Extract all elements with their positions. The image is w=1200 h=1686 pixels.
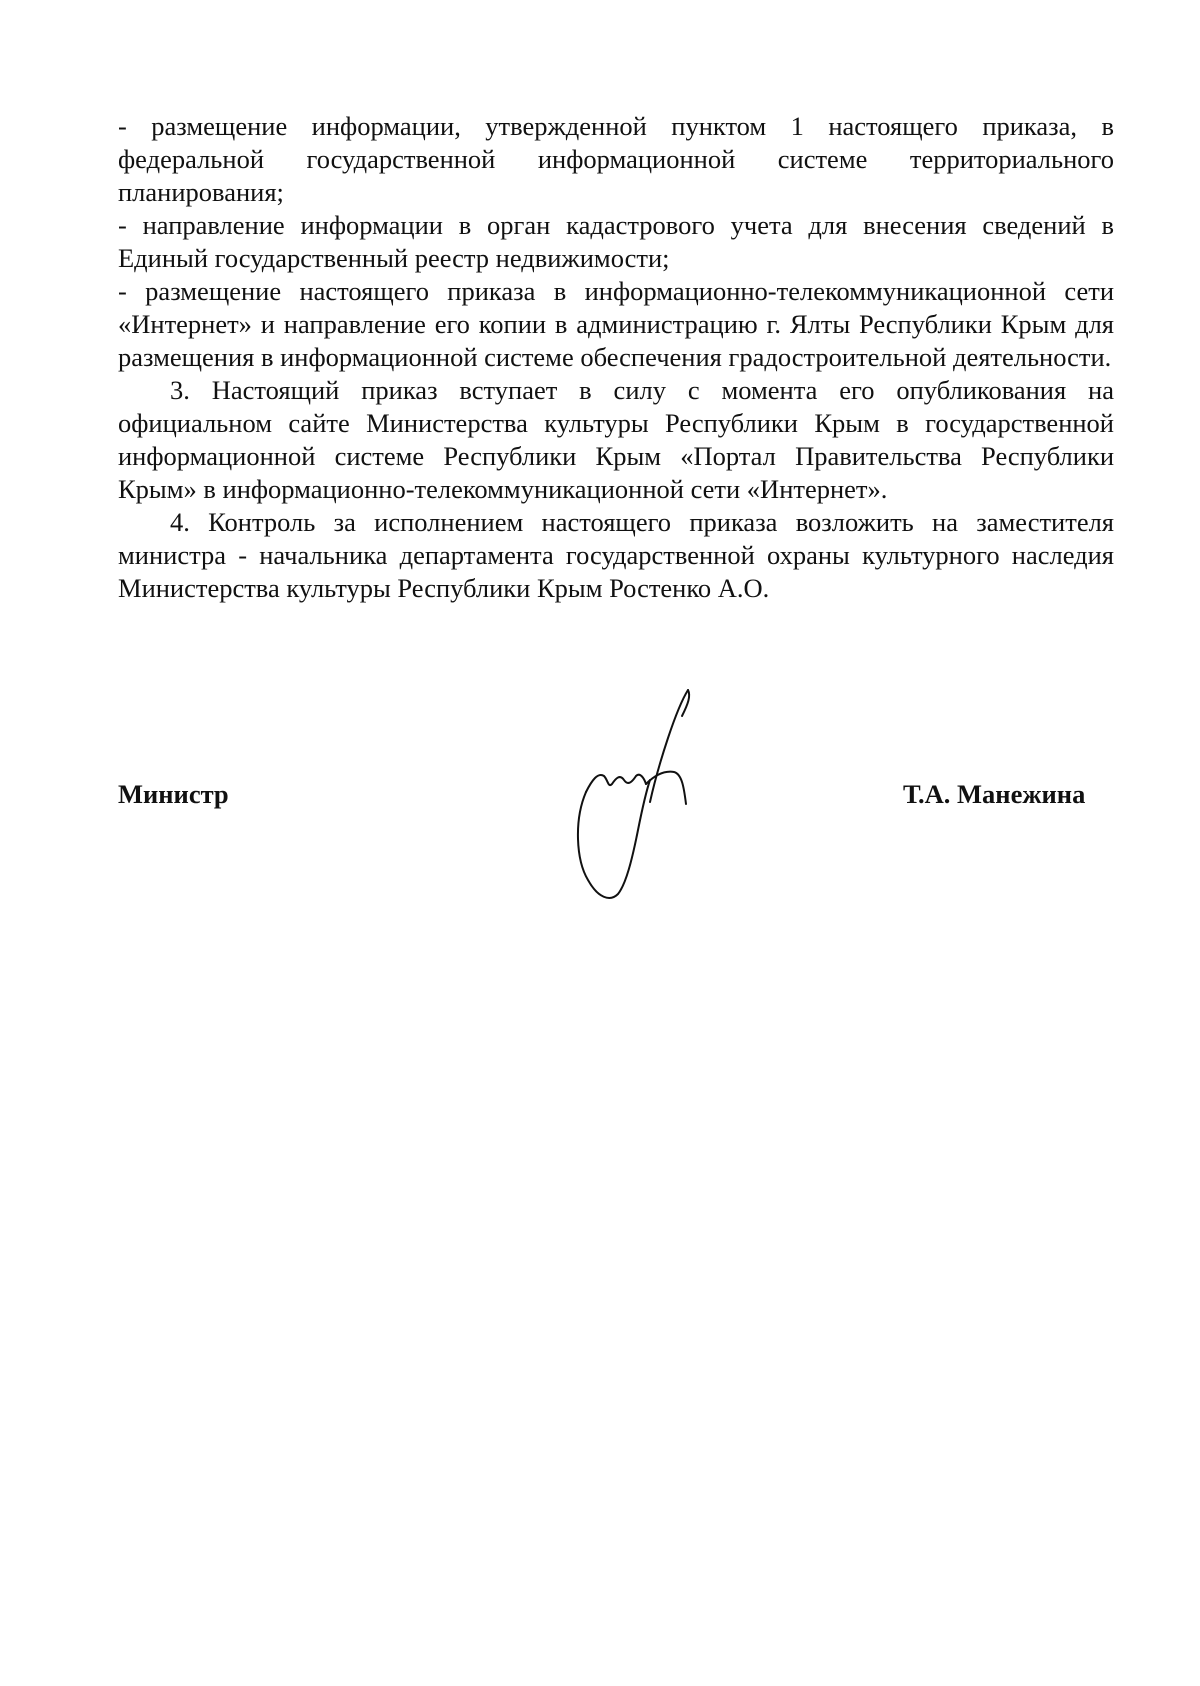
signatory-position: Министр	[118, 779, 229, 809]
signatory-name: Т.А. Манежина	[903, 779, 1086, 809]
handwritten-signature	[570, 680, 740, 920]
paragraph-bullet-internet: - размещение настоящего приказа в информационно-телекоммуникационной сети «Интернет» и направление его копии в администрацию г. Ялты Республики Крым для размещения в информационной системе обеспечения градостроительной деятельности.	[118, 276, 1114, 372]
paragraph-bullet-cadastral: - направление информации в орган кадастрового учета для внесения сведений в Единый государственный реестр недвижимости;	[118, 210, 1114, 273]
paragraph-bullet-fgis: - размещение информации, утвержденной пунктом 1 настоящего приказа, в федеральной государственной информационной системе территориального планирования;	[118, 111, 1114, 207]
paragraph-item-4: 4. Контроль за исполнением настоящего приказа возложить на заместителя министра - начальника департамента государственной охраны культурного наследия Министерства культуры Республики Крым Ростенко А.О.	[118, 507, 1114, 603]
document-body	[118, 110, 1114, 605]
paragraph-item-3: 3. Настоящий приказ вступает в силу с момента его опубликования на официальном сайте Министерства культуры Республики Крым в государственной информационной системе Республики Крым «Портал Правительства Республики Крым» в информационно-телекоммуникационной сети «Интернет».	[118, 375, 1114, 504]
